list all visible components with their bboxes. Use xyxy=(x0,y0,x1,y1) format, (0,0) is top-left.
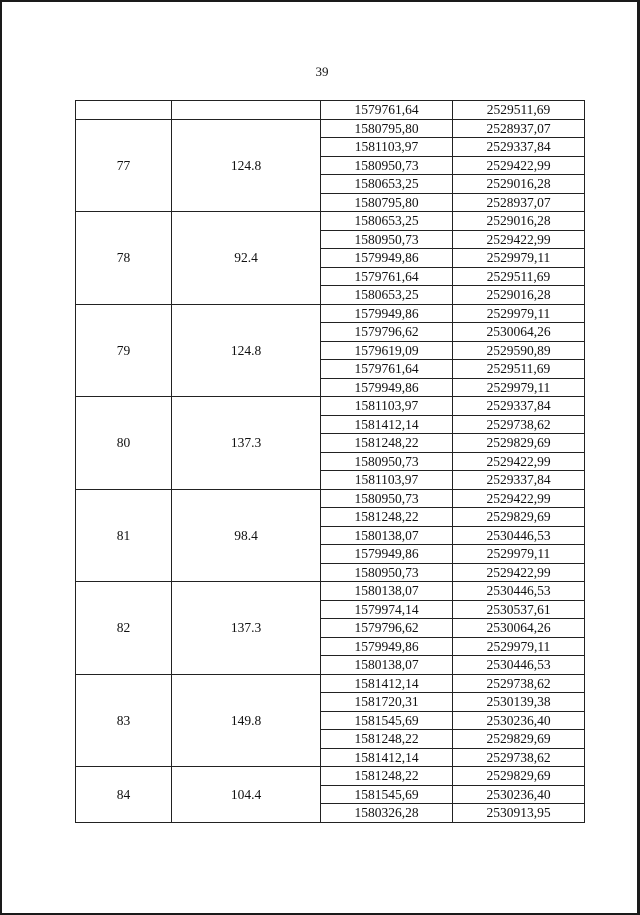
table-row xyxy=(76,582,585,601)
table-row xyxy=(76,397,585,416)
x-coordinate-cell: 1580950,73 xyxy=(321,156,453,175)
plot-area-cell: 98.4 xyxy=(172,489,321,582)
plot-area-cell: 137.3 xyxy=(172,397,321,490)
table-row xyxy=(76,119,585,138)
x-coordinate-cell: 1581248,22 xyxy=(321,508,453,527)
plot-number-cell: 79 xyxy=(76,304,172,397)
y-coordinate-cell: 2529829,69 xyxy=(453,767,585,786)
plot-number-cell: 78 xyxy=(76,212,172,305)
plot-number-cell: 77 xyxy=(76,119,172,212)
table-row xyxy=(76,212,585,231)
y-coordinate-cell: 2529979,11 xyxy=(453,637,585,656)
plot-number-cell: 80 xyxy=(76,397,172,490)
plot-area-cell: 124.8 xyxy=(172,304,321,397)
x-coordinate-cell: 1580795,80 xyxy=(321,119,453,138)
x-coordinate-cell: 1581103,97 xyxy=(321,138,453,157)
x-coordinate-cell: 1581103,97 xyxy=(321,471,453,490)
y-coordinate-cell: 2529979,11 xyxy=(453,249,585,268)
plot-number-cell: 84 xyxy=(76,767,172,823)
x-coordinate-cell: 1581248,22 xyxy=(321,767,453,786)
x-coordinate-cell: 1580950,73 xyxy=(321,230,453,249)
y-coordinate-cell: 2529337,84 xyxy=(453,471,585,490)
x-coordinate-cell: 1581103,97 xyxy=(321,397,453,416)
y-coordinate-cell: 2530913,95 xyxy=(453,804,585,823)
x-coordinate-cell: 1580138,07 xyxy=(321,656,453,675)
y-coordinate-cell: 2530537,61 xyxy=(453,600,585,619)
x-coordinate-cell: 1581412,14 xyxy=(321,748,453,767)
y-coordinate-cell: 2529979,11 xyxy=(453,545,585,564)
x-coordinate-cell: 1579619,09 xyxy=(321,341,453,360)
x-coordinate-cell: 1579796,62 xyxy=(321,323,453,342)
y-coordinate-cell: 2529422,99 xyxy=(453,563,585,582)
x-coordinate-cell: 1580795,80 xyxy=(321,193,453,212)
y-coordinate-cell: 2530446,53 xyxy=(453,656,585,675)
y-coordinate-cell: 2529738,62 xyxy=(453,748,585,767)
x-coordinate-cell: 1579949,86 xyxy=(321,304,453,323)
y-coordinate-cell: 2529422,99 xyxy=(453,230,585,249)
plot-number-cell: 81 xyxy=(76,489,172,582)
x-coordinate-cell: 1580326,28 xyxy=(321,804,453,823)
x-coordinate-cell: 1580950,73 xyxy=(321,489,453,508)
y-coordinate-cell: 2529738,62 xyxy=(453,674,585,693)
x-coordinate-cell: 1581545,69 xyxy=(321,785,453,804)
x-coordinate-cell: 1581248,22 xyxy=(321,730,453,749)
table-row xyxy=(76,489,585,508)
y-coordinate-cell: 2529979,11 xyxy=(453,304,585,323)
plot-area-cell xyxy=(172,101,321,120)
y-coordinate-cell: 2529511,69 xyxy=(453,267,585,286)
x-coordinate-cell: 1579949,86 xyxy=(321,545,453,564)
y-coordinate-cell: 2529337,84 xyxy=(453,138,585,157)
y-coordinate-cell: 2530236,40 xyxy=(453,785,585,804)
y-coordinate-cell: 2528937,07 xyxy=(453,119,585,138)
x-coordinate-cell: 1580950,73 xyxy=(321,563,453,582)
plot-area-cell: 124.8 xyxy=(172,119,321,212)
x-coordinate-cell: 1579949,86 xyxy=(321,249,453,268)
y-coordinate-cell: 2529016,28 xyxy=(453,212,585,231)
y-coordinate-cell: 2529738,62 xyxy=(453,415,585,434)
x-coordinate-cell: 1581412,14 xyxy=(321,674,453,693)
y-coordinate-cell: 2530064,26 xyxy=(453,619,585,638)
y-coordinate-cell: 2530446,53 xyxy=(453,582,585,601)
y-coordinate-cell: 2529016,28 xyxy=(453,286,585,305)
x-coordinate-cell: 1579761,64 xyxy=(321,360,453,379)
y-coordinate-cell: 2529829,69 xyxy=(453,508,585,527)
coordinates-table xyxy=(75,100,585,823)
x-coordinate-cell: 1581248,22 xyxy=(321,434,453,453)
table-row xyxy=(76,767,585,786)
y-coordinate-cell: 2529016,28 xyxy=(453,175,585,194)
plot-number-cell xyxy=(76,101,172,120)
x-coordinate-cell: 1579796,62 xyxy=(321,619,453,638)
table-row xyxy=(76,304,585,323)
y-coordinate-cell: 2529829,69 xyxy=(453,730,585,749)
plot-area-cell: 92.4 xyxy=(172,212,321,305)
y-coordinate-cell: 2529511,69 xyxy=(453,101,585,120)
x-coordinate-cell: 1580138,07 xyxy=(321,526,453,545)
x-coordinate-cell: 1580653,25 xyxy=(321,212,453,231)
y-coordinate-cell: 2529337,84 xyxy=(453,397,585,416)
x-coordinate-cell: 1579949,86 xyxy=(321,637,453,656)
plot-number-cell: 82 xyxy=(76,582,172,675)
y-coordinate-cell: 2528937,07 xyxy=(453,193,585,212)
y-coordinate-cell: 2529422,99 xyxy=(453,156,585,175)
x-coordinate-cell: 1579761,64 xyxy=(321,267,453,286)
x-coordinate-cell: 1580653,25 xyxy=(321,175,453,194)
x-coordinate-cell: 1579949,86 xyxy=(321,378,453,397)
x-coordinate-cell: 1579761,64 xyxy=(321,101,453,120)
plot-area-cell: 149.8 xyxy=(172,674,321,767)
y-coordinate-cell: 2530139,38 xyxy=(453,693,585,712)
y-coordinate-cell: 2529979,11 xyxy=(453,378,585,397)
y-coordinate-cell: 2529511,69 xyxy=(453,360,585,379)
y-coordinate-cell: 2529829,69 xyxy=(453,434,585,453)
y-coordinate-cell: 2529590,89 xyxy=(453,341,585,360)
x-coordinate-cell: 1580138,07 xyxy=(321,582,453,601)
plot-area-cell: 104.4 xyxy=(172,767,321,823)
y-coordinate-cell: 2529422,99 xyxy=(453,452,585,471)
document-page xyxy=(2,2,637,913)
table-row xyxy=(76,101,585,120)
y-coordinate-cell: 2529422,99 xyxy=(453,489,585,508)
x-coordinate-cell: 1579974,14 xyxy=(321,600,453,619)
y-coordinate-cell: 2530236,40 xyxy=(453,711,585,730)
table-row xyxy=(76,674,585,693)
x-coordinate-cell: 1580653,25 xyxy=(321,286,453,305)
y-coordinate-cell: 2530064,26 xyxy=(453,323,585,342)
y-coordinate-cell: 2530446,53 xyxy=(453,526,585,545)
plot-number-cell: 83 xyxy=(76,674,172,767)
x-coordinate-cell: 1581720,31 xyxy=(321,693,453,712)
x-coordinate-cell: 1580950,73 xyxy=(321,452,453,471)
x-coordinate-cell: 1581412,14 xyxy=(321,415,453,434)
x-coordinate-cell: 1581545,69 xyxy=(321,711,453,730)
plot-area-cell: 137.3 xyxy=(172,582,321,675)
page-number: 39 xyxy=(315,64,329,79)
